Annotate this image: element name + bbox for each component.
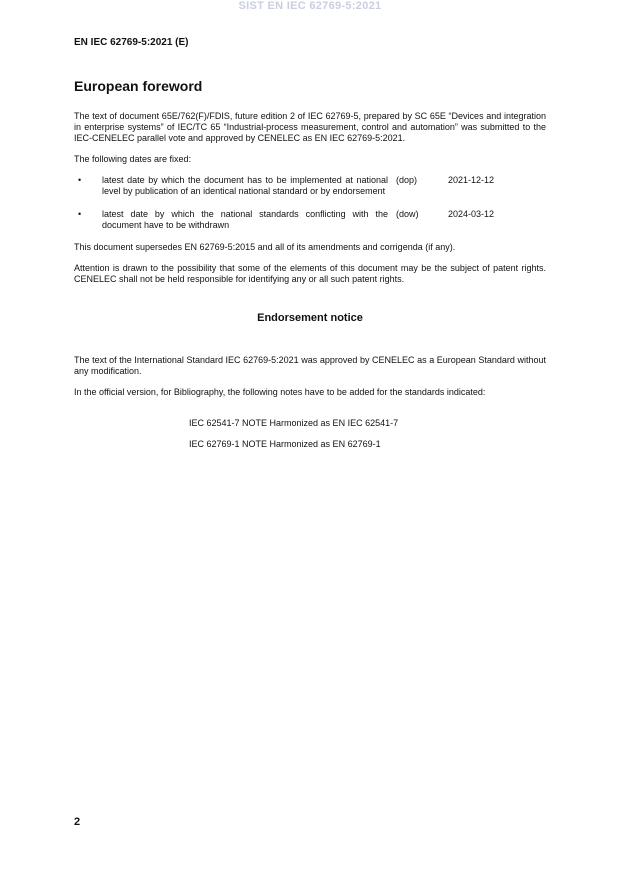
- bullet-icon: •: [78, 175, 82, 185]
- bibliography-notes-list: [74, 418, 546, 450]
- date-item-dop: [74, 175, 546, 197]
- date-description: latest date by which the national standards conflicting with the document have to be withdrawn: [102, 209, 388, 230]
- bibliography-note: IEC 62769-1 NOTE Harmonized as EN 62769-1: [189, 439, 381, 449]
- foreword-title: European foreword: [74, 78, 203, 94]
- date-value: 2024-03-12: [448, 209, 495, 219]
- supersedes-paragraph: This document supersedes EN 62769-5:2015 and all of its amendments and corrigenda (if any).: [74, 242, 456, 252]
- endorsement-paragraph: The text of the International Standard IEC 62769-5:2021 was approved by CENELEC as a European Standard without any modification.: [74, 355, 546, 376]
- page-number: 2: [74, 816, 81, 828]
- bibliography-intro-paragraph: In the official version, for Bibliography, the following notes have to be added for the standards indicated:: [74, 387, 486, 397]
- page-content: [74, 78, 546, 460]
- date-description: latest date by which the document has to be implemented at national level by publication of an identical national standard or by endorsement: [102, 175, 388, 196]
- endorsement-title: Endorsement notice: [257, 312, 363, 324]
- date-item-dow: [74, 209, 546, 231]
- bibliography-note: IEC 62541-7 NOTE Harmonized as EN IEC 62541-7: [189, 418, 399, 428]
- watermark: SIST EN IEC 62769-5:2021: [238, 0, 382, 12]
- foreword-intro-paragraph: The text of document 65E/762(F)/FDIS, future edition 2 of IEC 62769-5, prepared by SC 65E “Devices and integration in enterprise systems” of IEC/TC 65 “Industrial-process measurement, control and automation” was submitted to the IEC-CENELEC parallel vote and approved by CENELEC as EN IEC 62769-5:2021.: [74, 111, 546, 143]
- date-code: (dow): [396, 209, 419, 219]
- dates-list: [74, 175, 546, 231]
- document-identifier: EN IEC 62769-5:2021 (E): [74, 37, 189, 48]
- patent-attention-paragraph: Attention is drawn to the possibility that some of the elements of this document may be the subject of patent rights. CENELEC shall not be held responsible for identifying any or all such patent rights.: [74, 263, 546, 284]
- date-value: 2021-12-12: [448, 175, 495, 185]
- dates-intro-paragraph: The following dates are fixed:: [74, 154, 192, 164]
- date-code: (dop): [396, 175, 418, 185]
- bullet-icon: •: [78, 209, 82, 219]
